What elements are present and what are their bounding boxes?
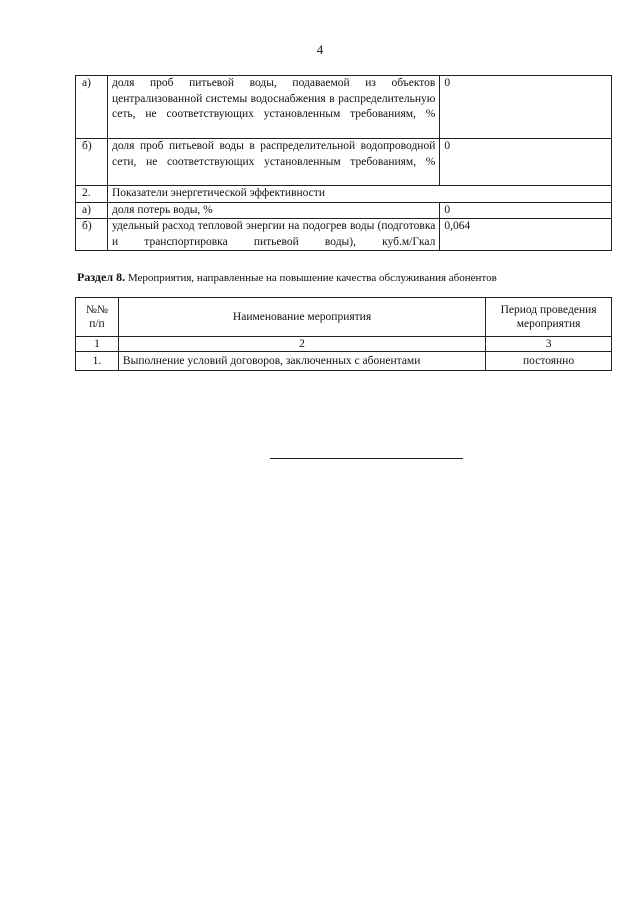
index-row xyxy=(76,337,612,352)
page-number: 4 xyxy=(316,42,324,57)
row-label: а) xyxy=(76,202,108,219)
section-heading xyxy=(77,270,617,285)
section-text: Мероприятия, направленные на повышение качества обслуживания абонентов xyxy=(127,272,497,284)
row-text: доля потерь воды, % xyxy=(107,202,439,219)
indicators-table xyxy=(75,75,612,251)
header-name: Наименование мероприятия xyxy=(118,298,485,337)
section-title: Раздел 8. xyxy=(77,270,126,284)
table-row xyxy=(76,139,612,186)
row-text: удельный расход тепловой энергии на подогрев воды (подготовка и транспортировка питьевой воды), куб.м/Гкал xyxy=(107,219,439,251)
row-text: Показатели энергетической эффективности xyxy=(107,186,611,203)
row-value: 0 xyxy=(440,202,612,219)
header-row xyxy=(76,298,612,337)
table-row xyxy=(76,76,612,139)
table-row xyxy=(76,186,612,203)
row-value: 0 xyxy=(440,76,612,139)
row-num: 1. xyxy=(76,352,119,371)
row-period: постоянно xyxy=(486,352,612,371)
row-label: б) xyxy=(76,139,108,186)
row-text: доля проб питьевой воды в распределительной водопроводной сети, не соответствующих установленным требованиям, % xyxy=(107,139,439,186)
signature-line xyxy=(270,458,463,459)
index-cell: 3 xyxy=(486,337,612,352)
row-text: доля проб питьевой воды, подаваемой из объектов централизованной системы водоснабжения в распределительную сеть, не соответствующих установленным требованиям, % xyxy=(107,76,439,139)
index-cell: 2 xyxy=(118,337,485,352)
index-cell: 1 xyxy=(76,337,119,352)
row-label: 2. xyxy=(76,186,108,203)
table-row xyxy=(76,352,612,371)
table-row xyxy=(76,202,612,219)
row-name: Выполнение условий договоров, заключенных с абонентами xyxy=(118,352,485,371)
header-num: №№ п/п xyxy=(76,298,119,337)
table-row xyxy=(76,219,612,251)
measures-table xyxy=(75,297,612,371)
row-value: 0 xyxy=(440,139,612,186)
header-period: Период проведения мероприятия xyxy=(486,298,612,337)
row-label: а) xyxy=(76,76,108,139)
row-label: б) xyxy=(76,219,108,251)
row-value: 0,064 xyxy=(440,219,612,251)
